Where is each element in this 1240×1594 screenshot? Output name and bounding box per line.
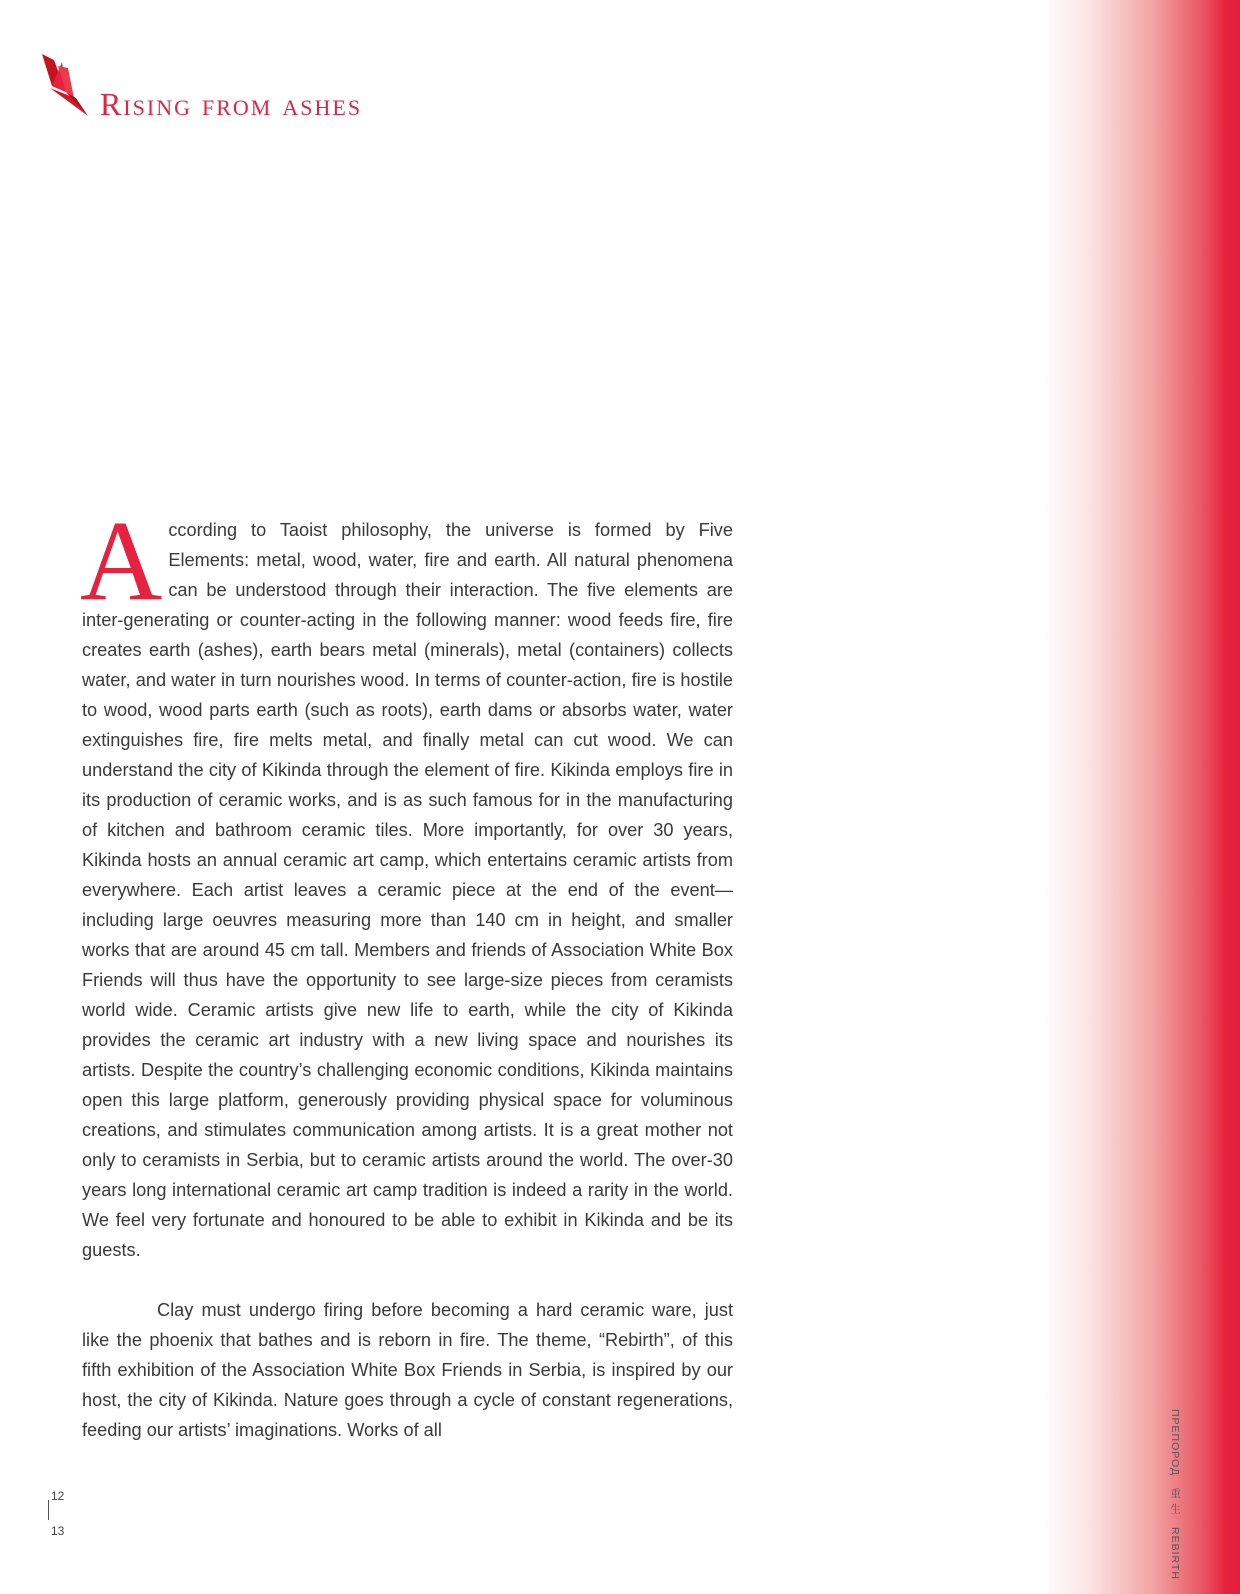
article-paragraph-2: Clay must undergo firing before becoming a hard ceramic ware, just like the phoenix that bathes and is reborn in fire. The theme, “Rebirth”, of this fifth exhibition of the Association White Box Friends in Serbia, is inspired by our host, the city of Kikinda. Nature goes through a cycle of constant regenerations, feeding our artists’ imaginations. Works of all (82, 1300, 733, 1440)
running-title-chinese: 重 生 (1169, 1488, 1181, 1515)
page-number-left: 12 (51, 1489, 65, 1503)
page-number-right: 13 (51, 1524, 65, 1538)
side-running-title (1168, 1409, 1183, 1588)
page-number-divider (48, 1500, 49, 1520)
running-title-serbian: ПРЕПОРОД (1169, 1409, 1181, 1477)
side-gradient-band (1040, 0, 1240, 1594)
page-title: Rising from ashes (100, 86, 363, 122)
drop-cap: A (80, 497, 163, 624)
page-numbers (48, 1484, 88, 1540)
article-paragraph-1 (80, 497, 733, 1265)
article-body (80, 497, 733, 1445)
running-title-english: REBIRTH (1169, 1526, 1181, 1580)
article-paragraph-1-text: ccording to Taoist philosophy, the universe is formed by Five Elements: metal, wood, water, fire and earth. All natural phenomena can be understood through their interaction. The five elements are inter-generating or counter-acting in the following manner: wood feeds fire, fire creates earth (ashes), earth bears metal (minerals), metal (containers) collects water, and water in turn nourishes wood. In terms of counter-action, fire is hostile to wood, wood parts earth (such as roots), earth dams or absorbs water, water extinguishes fire, fire melts metal, and finally metal can cut wood. We can understand the city of Kikinda through the element of fire. Kikinda employs fire in its production of ceramic works, and is as such famous for in the manufacturing of kitchen and bathroom ceramic tiles. More importantly, for over 30 years, Kikinda hosts an annual ceramic art camp, which entertains ceramic artists from everywhere. Each artist leaves a ceramic piece at the end of the event—including large oeuvres measuring more than 140 cm in height, and smaller works that are around 45 cm tall. Members and friends of Association White Box Friends will thus have the opportunity to see large-size pieces from ceramists world wide. Ceramic artists give new life to earth, while the city of Kikinda provides the ceramic art industry with a new living space and nourishes its artists. Despite the country’s challenging economic conditions, Kikinda maintains open this large platform, generously providing physical space for voluminous creations, and stimulates communication among artists. It is a great mother not only to ceramists in Serbia, but to ceramic artists around the world. The over-30 years long international ceramic art camp tradition is indeed a rarity in the world. We feel very fortunate and honoured to be able to exhibit in Kikinda and be its guests. (82, 520, 733, 1260)
phoenix-wing-icon (40, 52, 92, 118)
